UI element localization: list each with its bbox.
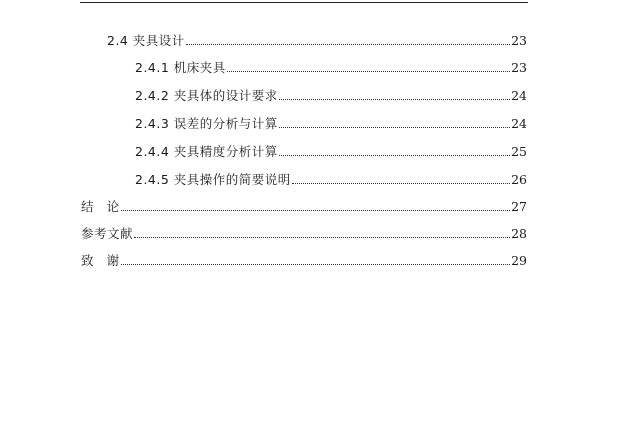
toc-entry-title: 致谢 <box>81 253 133 268</box>
toc-entry-title: 结论 <box>81 199 133 214</box>
toc-entry-number: 2.4.1 <box>135 60 170 75</box>
toc-entry-page: 24 <box>511 116 527 131</box>
toc-entry-page: 28 <box>511 226 527 241</box>
toc-entry-page: 27 <box>511 199 527 214</box>
toc-entry-page: 26 <box>511 172 527 187</box>
toc-dot-leader <box>134 237 510 238</box>
toc-entry-conclusion[interactable] <box>0 195 628 215</box>
toc-entry-label <box>81 226 133 242</box>
toc-entry-page: 23 <box>511 60 527 75</box>
toc-entry-number: 2.4.2 <box>135 88 170 103</box>
toc-entry-2-4-5[interactable] <box>0 168 628 188</box>
toc-entry-title: 夹具设计 <box>132 33 185 48</box>
toc-dot-leader <box>227 71 510 72</box>
toc-dot-leader <box>121 210 510 211</box>
toc-entry-title: 机床夹具 <box>173 60 226 75</box>
toc-entry-number: 2.4.3 <box>135 116 170 131</box>
toc-entry-label <box>107 33 185 49</box>
toc-dot-leader <box>279 99 510 100</box>
toc-entry-title: 夹具精度分析计算 <box>173 144 278 159</box>
toc-entry-2-4-1[interactable] <box>0 56 628 76</box>
toc-dot-leader <box>121 264 510 265</box>
toc-entry-title: 参考文献 <box>81 226 134 241</box>
toc-entry-2-4-3[interactable] <box>0 112 628 132</box>
toc-dot-leader <box>292 183 510 184</box>
toc-entry-page: 24 <box>511 88 527 103</box>
toc-entry-label <box>135 116 278 132</box>
toc-entry-label <box>81 253 132 269</box>
toc-entry-label <box>135 88 278 104</box>
toc-entry-page: 23 <box>511 33 527 48</box>
toc-entry-page: 29 <box>511 253 527 268</box>
toc-entry-title: 夹具操作的简要说明 <box>173 172 291 187</box>
toc-entry-title: 误差的分析与计算 <box>173 116 278 131</box>
toc-entry-2-4-4[interactable] <box>0 140 628 160</box>
toc-entry-number: 2.4 <box>107 33 129 48</box>
toc-dot-leader <box>186 44 510 45</box>
toc-entry-label <box>81 199 132 215</box>
toc-entry-references[interactable] <box>0 222 628 242</box>
toc-dot-leader <box>279 155 510 156</box>
toc-entry-title: 夹具体的设计要求 <box>173 88 278 103</box>
toc-dot-leader <box>279 127 510 128</box>
toc-entry-label <box>135 172 291 188</box>
toc-entry-2-4-2[interactable] <box>0 84 628 104</box>
toc-entry-label <box>135 144 278 160</box>
toc-entry-label <box>135 60 226 76</box>
toc-entry-number: 2.4.4 <box>135 144 170 159</box>
toc-entry-page: 25 <box>511 144 527 159</box>
toc-entry-number: 2.4.5 <box>135 172 170 187</box>
toc-entry-2-4[interactable] <box>0 29 628 49</box>
toc-entry-acknowledgements[interactable] <box>0 249 628 269</box>
